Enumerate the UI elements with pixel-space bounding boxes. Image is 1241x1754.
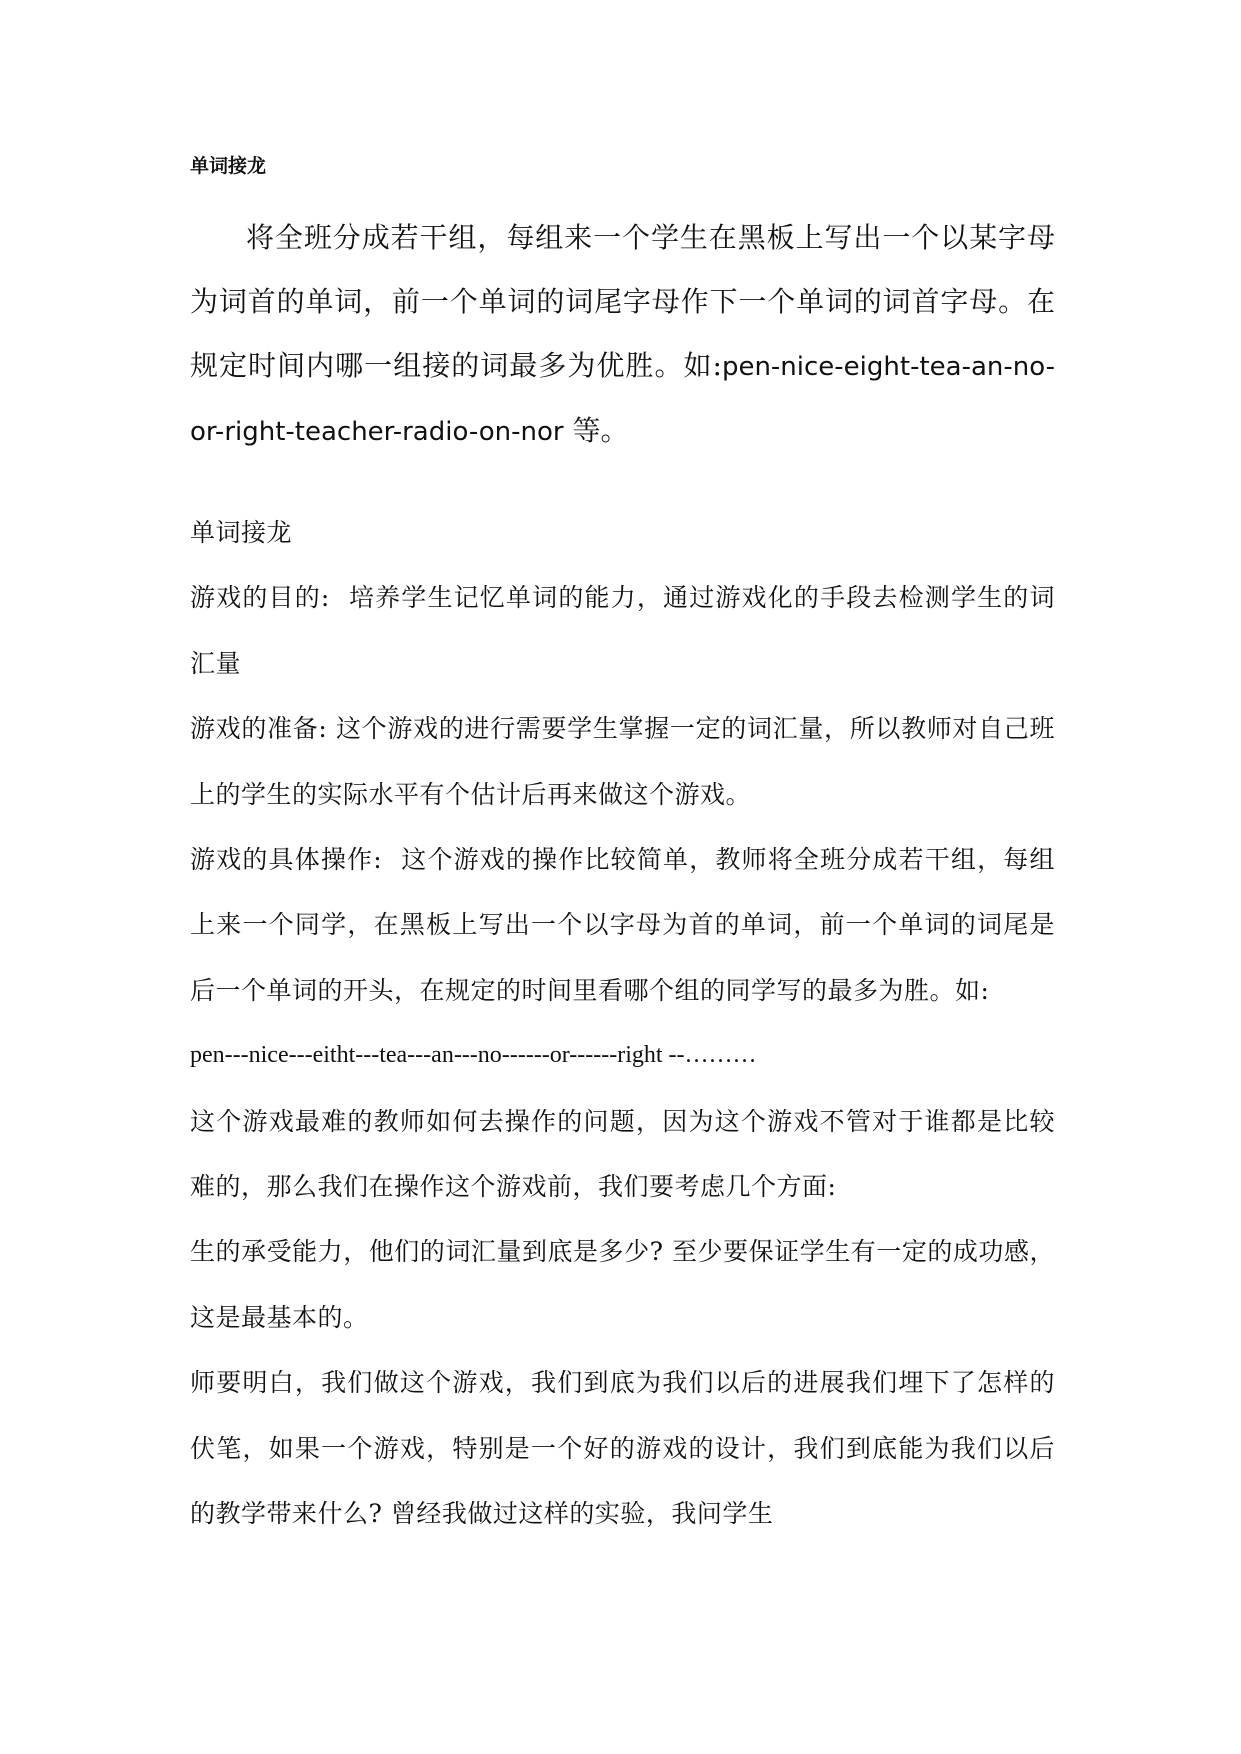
ops-paragraph bbox=[190, 827, 1055, 1023]
difficulty-paragraph: 这个游戏最难的教师如何去操作的问题，因为这个游戏不管对于谁都是比较难的，那么我们在操作这个游戏前，我们要考虑几个方面: bbox=[190, 1106, 1055, 1202]
intro-paragraph bbox=[190, 206, 1055, 464]
prep-label: 游戏的准备: bbox=[190, 714, 328, 744]
teacher-paragraph: 师要明白，我们做这个游戏，我们到底为我们以后的进展我们埋下了怎样的伏笔，如果一个游戏，特别是一个好的游戏的设计，我们到底能为我们以后的教学带来什么? 曾经我做过这样的实验，我问学生 bbox=[190, 1368, 1055, 1529]
intro-word-chain: pen-nice-eight-tea-an-no-or-right-teacher-radio-on-nor bbox=[190, 352, 1055, 447]
game-section bbox=[190, 500, 1055, 1547]
section-title: 单词接龙 bbox=[190, 518, 293, 547]
purpose-text: 培养学生记忆单词的能力，通过游戏化的手段去检测学生的词汇量 bbox=[190, 583, 1055, 678]
prep-text: 这个游戏的进行需要学生掌握一定的词汇量，所以教师对自己班上的学生的实际水平有个估计后再来做这个游戏。 bbox=[190, 714, 1055, 809]
prep-paragraph bbox=[190, 696, 1055, 827]
intro-text-end: 等。 bbox=[572, 414, 629, 447]
ops-label: 游戏的具体操作: bbox=[190, 845, 383, 875]
purpose-label: 游戏的目的: bbox=[190, 583, 330, 613]
word-chain-example: pen---nice---eitht---tea---an---no------or------right --……… bbox=[190, 1042, 757, 1069]
ops-text: 这个游戏的操作比较简单，教师将全班分成若干组，每组上来一个同学，在黑板上写出一个以字母为首的单词，前一个单词的词尾是后一个单词的开头，在规定的时间里看哪个组的同学写的最多为胜。如: bbox=[190, 845, 1055, 1005]
purpose-paragraph bbox=[190, 565, 1055, 696]
intro-text-cn: 将全班分成若干组，每组来一个学生在黑板上写出一个以某字母为词首的单词，前一个单词的词尾字母作下一个单词的词首字母。在规定时间内哪一组接的词最多为优胜。如: bbox=[190, 221, 1055, 382]
page-heading: 单词接龙 bbox=[190, 155, 267, 177]
ability-paragraph: 生的承受能力，他们的词汇量到底是多少? 至少要保证学生有一定的成功感，这是最基本的。 bbox=[190, 1237, 1055, 1332]
